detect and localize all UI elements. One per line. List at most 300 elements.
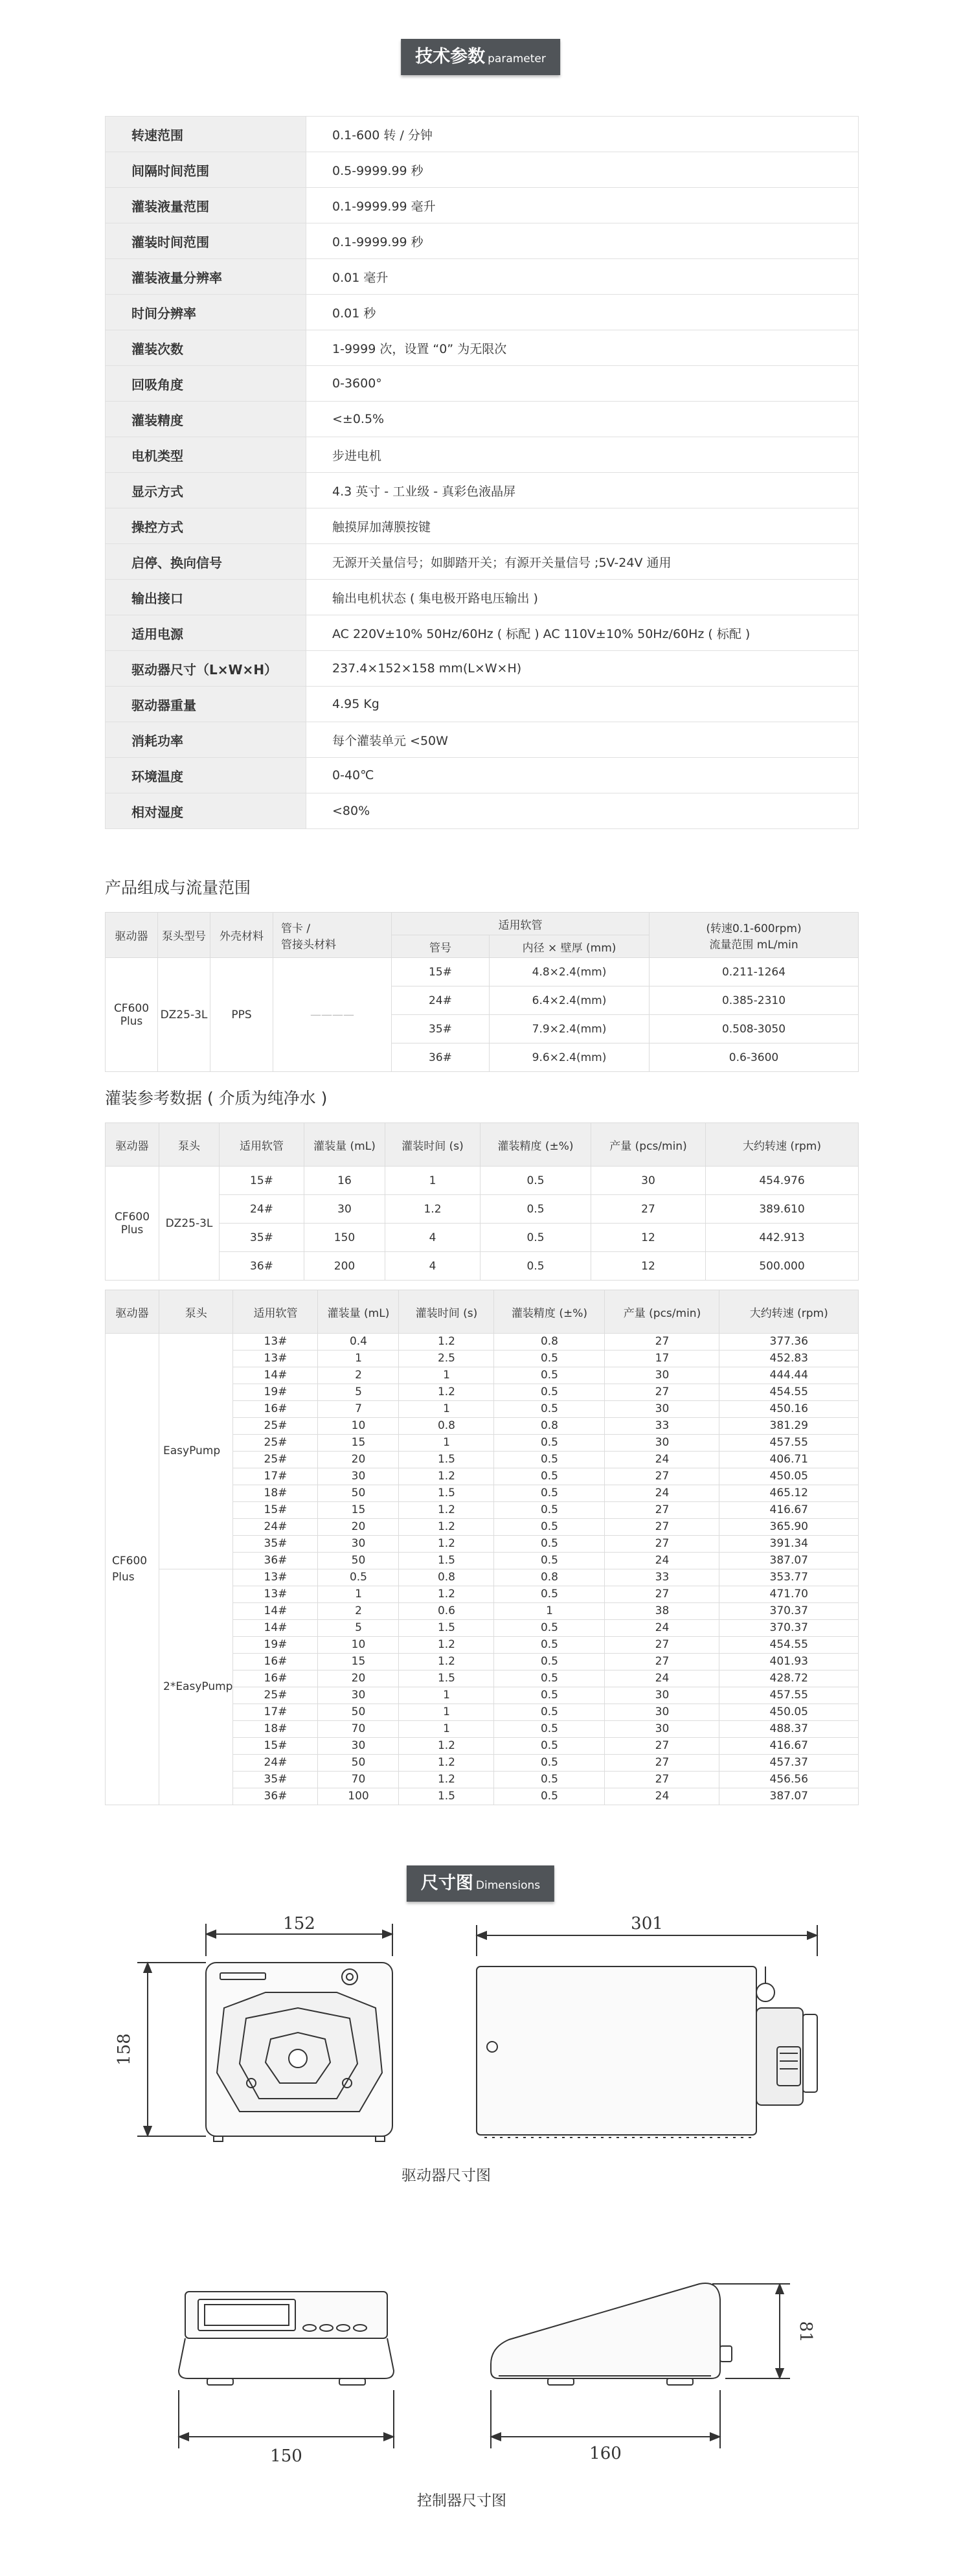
spec-row bbox=[106, 508, 859, 544]
spec-table bbox=[105, 116, 859, 829]
spec-value: 0-3600° bbox=[306, 366, 859, 402]
flow-cell: 0.211-1264 bbox=[650, 958, 859, 986]
vol-cell: 15 bbox=[318, 1654, 399, 1670]
drive-cell: CF600 Plus bbox=[106, 958, 158, 1072]
col-time: 灌装时间 (s) bbox=[385, 1123, 480, 1167]
rpm-cell: 401.93 bbox=[719, 1654, 859, 1670]
out-cell: 17 bbox=[605, 1351, 719, 1367]
filling-table-dz25 bbox=[105, 1123, 859, 1281]
out-cell: 24 bbox=[605, 1788, 719, 1805]
vol-cell: 5 bbox=[318, 1384, 399, 1401]
time-cell: 1.2 bbox=[399, 1586, 494, 1603]
rpm-cell: 450.05 bbox=[719, 1468, 859, 1485]
rpm-cell: 454.55 bbox=[719, 1637, 859, 1654]
out-cell: 27 bbox=[605, 1384, 719, 1401]
table-row bbox=[106, 1167, 859, 1195]
spec-key: 驱动器重量 bbox=[106, 687, 306, 722]
out-cell: 24 bbox=[605, 1452, 719, 1468]
tube-cell: 13# bbox=[233, 1569, 318, 1586]
spec-key: 灌装次数 bbox=[106, 330, 306, 366]
rpm-cell: 365.90 bbox=[719, 1519, 859, 1536]
spec-row bbox=[106, 402, 859, 437]
rpm-cell: 387.07 bbox=[719, 1788, 859, 1805]
out-cell: 30 bbox=[605, 1401, 719, 1418]
rpm-cell: 377.36 bbox=[719, 1334, 859, 1351]
out-cell: 30 bbox=[605, 1721, 719, 1738]
col-drive: 驱动器 bbox=[106, 913, 158, 958]
rpm-cell: 454.976 bbox=[706, 1167, 859, 1195]
time-cell: 1.2 bbox=[399, 1654, 494, 1670]
vol-cell: 7 bbox=[318, 1401, 399, 1418]
tube-cell: 15# bbox=[233, 1502, 318, 1519]
vol-cell: 30 bbox=[318, 1738, 399, 1755]
spec-row bbox=[106, 793, 859, 829]
spec-key: 输出接口 bbox=[106, 580, 306, 615]
flow-cell: 0.508-3050 bbox=[650, 1015, 859, 1043]
badge-title: 技术参数 bbox=[415, 47, 486, 67]
acc-cell: 0.5 bbox=[494, 1351, 605, 1367]
spec-row bbox=[106, 473, 859, 508]
col-tube: 适用软管 bbox=[233, 1290, 318, 1334]
col-output: 产量 (pcs/min) bbox=[605, 1290, 719, 1334]
out-cell: 27 bbox=[605, 1334, 719, 1351]
spec-key: 适用电源 bbox=[106, 615, 306, 651]
out-cell: 24 bbox=[605, 1485, 719, 1502]
spec-value: 0.1-600 转 / 分钟 bbox=[306, 117, 859, 152]
spec-key: 启停、换向信号 bbox=[106, 544, 306, 580]
time-cell: 1.5 bbox=[399, 1553, 494, 1569]
time-cell: 1.5 bbox=[399, 1485, 494, 1502]
table-row bbox=[106, 1569, 859, 1586]
spec-value: 4.95 Kg bbox=[306, 687, 859, 722]
spec-row bbox=[106, 188, 859, 223]
dim-driver-width: 152 bbox=[283, 1914, 315, 1933]
driver-front-view bbox=[137, 1924, 392, 2141]
dim-driver-height: 158 bbox=[115, 2033, 134, 2066]
tube-cell: 16# bbox=[233, 1401, 318, 1418]
spec-value: 无源开关量信号；如脚踏开关；有源开关量信号 ;5V-24V 通用 bbox=[306, 544, 859, 580]
acc-cell: 0.5 bbox=[480, 1167, 591, 1195]
tube-cell: 35# bbox=[233, 1536, 318, 1553]
spec-value: 0-40℃ bbox=[306, 758, 859, 793]
spec-key: 时间分辨率 bbox=[106, 295, 306, 330]
out-cell: 12 bbox=[591, 1252, 706, 1281]
rpm-cell: 452.83 bbox=[719, 1351, 859, 1367]
time-cell: 4 bbox=[385, 1224, 480, 1252]
spec-key: 灌装精度 bbox=[106, 402, 306, 437]
dim-controller-length: 160 bbox=[589, 2444, 622, 2463]
out-cell: 30 bbox=[605, 1704, 719, 1721]
acc-cell: 0.5 bbox=[494, 1452, 605, 1468]
out-cell: 33 bbox=[605, 1418, 719, 1435]
out-cell: 27 bbox=[605, 1586, 719, 1603]
acc-cell: 0.5 bbox=[494, 1553, 605, 1569]
out-cell: 27 bbox=[605, 1654, 719, 1670]
tube-cell: 25# bbox=[233, 1418, 318, 1435]
time-cell: 1 bbox=[399, 1687, 494, 1704]
vol-cell: 70 bbox=[318, 1772, 399, 1788]
vol-cell: 5 bbox=[318, 1620, 399, 1637]
acc-cell: 0.8 bbox=[494, 1569, 605, 1586]
spec-row bbox=[106, 366, 859, 402]
drive-cell: CF600 Plus bbox=[106, 1334, 159, 1805]
time-cell: 1.2 bbox=[399, 1502, 494, 1519]
col-accuracy: 灌装精度 (±%) bbox=[480, 1123, 591, 1167]
controller-side-view bbox=[491, 2283, 790, 2448]
controller-front-view bbox=[179, 2292, 394, 2448]
vol-cell: 200 bbox=[304, 1252, 385, 1281]
tube-cell: 25# bbox=[233, 1687, 318, 1704]
dim-driver-length: 301 bbox=[631, 1914, 663, 1933]
vol-cell: 0.5 bbox=[318, 1569, 399, 1586]
acc-cell: 0.8 bbox=[494, 1334, 605, 1351]
out-cell: 27 bbox=[605, 1755, 719, 1772]
dim-controller-height: 81 bbox=[796, 2321, 815, 2343]
col-rpm: 大约转速 (rpm) bbox=[706, 1123, 859, 1167]
tube-cell: 15# bbox=[220, 1167, 304, 1195]
badge-subtitle: parameter bbox=[488, 52, 546, 65]
out-cell: 27 bbox=[605, 1637, 719, 1654]
acc-cell: 0.5 bbox=[480, 1224, 591, 1252]
rpm-cell: 370.37 bbox=[719, 1603, 859, 1620]
tube-cell: 13# bbox=[233, 1586, 318, 1603]
time-cell: 1.2 bbox=[399, 1637, 494, 1654]
spec-row bbox=[106, 722, 859, 758]
time-cell: 1.2 bbox=[399, 1738, 494, 1755]
rpm-cell: 428.72 bbox=[719, 1670, 859, 1687]
spec-value: 触摸屏加薄膜按键 bbox=[306, 508, 859, 544]
rpm-cell: 450.16 bbox=[719, 1401, 859, 1418]
time-cell: 1.2 bbox=[385, 1195, 480, 1224]
acc-cell: 0.5 bbox=[494, 1384, 605, 1401]
filling-heading: 灌装参考数据 ( 介质为纯净水 ) bbox=[105, 1089, 328, 1108]
out-cell: 30 bbox=[591, 1167, 706, 1195]
spec-value: AC 220V±10% 50Hz/60Hz ( 标配 ) AC 110V±10% 50Hz/60Hz ( 标配 ) bbox=[306, 615, 859, 651]
badge-title: 尺寸图 bbox=[420, 1873, 473, 1893]
tube-cell: 15# bbox=[233, 1738, 318, 1755]
col-time: 灌装时间 (s) bbox=[399, 1290, 494, 1334]
shell-cell: PPS bbox=[210, 958, 273, 1072]
rpm-cell: 416.67 bbox=[719, 1738, 859, 1755]
rpm-cell: 391.34 bbox=[719, 1536, 859, 1553]
rpm-cell: 406.71 bbox=[719, 1452, 859, 1468]
tube-cell: 18# bbox=[233, 1485, 318, 1502]
rpm-cell: 471.70 bbox=[719, 1586, 859, 1603]
tube-cell: 35# bbox=[220, 1224, 304, 1252]
col-tube: 适用软管 bbox=[220, 1123, 304, 1167]
spec-value: <80% bbox=[306, 793, 859, 829]
spec-key: 间隔时间范围 bbox=[106, 152, 306, 188]
spec-row bbox=[106, 117, 859, 152]
vol-cell: 50 bbox=[318, 1553, 399, 1569]
head-cell: DZ25-3L bbox=[159, 1167, 220, 1281]
vol-cell: 50 bbox=[318, 1704, 399, 1721]
spec-value: 0.5-9999.99 秒 bbox=[306, 152, 859, 188]
col-head: 泵头 bbox=[159, 1290, 233, 1334]
acc-cell: 0.5 bbox=[494, 1502, 605, 1519]
vol-cell: 0.4 bbox=[318, 1334, 399, 1351]
tube-cell: 24# bbox=[220, 1195, 304, 1224]
rpm-cell: 457.55 bbox=[719, 1687, 859, 1704]
acc-cell: 0.5 bbox=[480, 1195, 591, 1224]
col-volume: 灌装量 (mL) bbox=[318, 1290, 399, 1334]
time-cell: 1 bbox=[399, 1435, 494, 1452]
rpm-cell: 454.55 bbox=[719, 1384, 859, 1401]
head-cell: EasyPump bbox=[159, 1334, 233, 1569]
acc-cell: 0.5 bbox=[494, 1670, 605, 1687]
driver-side-view bbox=[477, 1925, 817, 2137]
tube-cell: 14# bbox=[233, 1603, 318, 1620]
tube-cell: 25# bbox=[233, 1452, 318, 1468]
tube-cell: 19# bbox=[233, 1384, 318, 1401]
spec-row bbox=[106, 437, 859, 473]
vol-cell: 30 bbox=[318, 1468, 399, 1485]
tube-cell: 36# bbox=[233, 1788, 318, 1805]
col-head: 泵头 bbox=[159, 1123, 220, 1167]
spec-key: 操控方式 bbox=[106, 508, 306, 544]
time-cell: 0.8 bbox=[399, 1418, 494, 1435]
spec-row bbox=[106, 544, 859, 580]
controller-caption: 控制器尺寸图 bbox=[417, 2492, 506, 2509]
tube-cell: 17# bbox=[233, 1468, 318, 1485]
spec-key: 转速范围 bbox=[106, 117, 306, 152]
filling-table-easypump bbox=[105, 1290, 859, 1805]
acc-cell: 0.5 bbox=[494, 1788, 605, 1805]
tube-no-cell: 15# bbox=[392, 958, 490, 986]
col-volume: 灌装量 (mL) bbox=[304, 1123, 385, 1167]
col-tube-no: 管号 bbox=[392, 935, 490, 958]
acc-cell: 0.5 bbox=[494, 1687, 605, 1704]
tube-cell: 16# bbox=[233, 1654, 318, 1670]
spec-value: 4.3 英寸 - 工业级 - 真彩色液晶屏 bbox=[306, 473, 859, 508]
spec-row bbox=[106, 687, 859, 722]
tube-cell: 14# bbox=[233, 1620, 318, 1637]
tube-cell: 14# bbox=[233, 1367, 318, 1384]
rpm-cell: 444.44 bbox=[719, 1367, 859, 1384]
composition-table bbox=[105, 912, 859, 1072]
acc-cell: 0.5 bbox=[494, 1536, 605, 1553]
time-cell: 1 bbox=[399, 1721, 494, 1738]
spec-key: 驱动器尺寸（L×W×H） bbox=[106, 651, 306, 687]
out-cell: 27 bbox=[605, 1536, 719, 1553]
tube-cell: 36# bbox=[233, 1553, 318, 1569]
vol-cell: 20 bbox=[318, 1670, 399, 1687]
tube-cell: 24# bbox=[233, 1519, 318, 1536]
vol-cell: 70 bbox=[318, 1721, 399, 1738]
table-row bbox=[106, 1334, 859, 1351]
rpm-cell: 416.67 bbox=[719, 1502, 859, 1519]
vol-cell: 15 bbox=[318, 1502, 399, 1519]
col-output: 产量 (pcs/min) bbox=[591, 1123, 706, 1167]
spec-value: 1-9999 次，设置 “0” 为无限次 bbox=[306, 330, 859, 366]
rpm-cell: 457.37 bbox=[719, 1755, 859, 1772]
time-cell: 1.2 bbox=[399, 1519, 494, 1536]
rpm-cell: 442.913 bbox=[706, 1224, 859, 1252]
tube-dim-cell: 9.6×2.4(mm) bbox=[490, 1043, 650, 1072]
out-cell: 27 bbox=[605, 1502, 719, 1519]
col-tube: 适用软管 bbox=[392, 913, 650, 935]
dim-controller-width: 150 bbox=[270, 2446, 302, 2466]
out-cell: 38 bbox=[605, 1603, 719, 1620]
section-badge-parameter bbox=[401, 39, 560, 75]
vol-cell: 2 bbox=[318, 1603, 399, 1620]
composition-heading: 产品组成与流量范围 bbox=[105, 878, 251, 897]
spec-key: 灌装液量分辨率 bbox=[106, 259, 306, 295]
vol-cell: 100 bbox=[318, 1788, 399, 1805]
spec-row bbox=[106, 651, 859, 687]
col-drive: 驱动器 bbox=[106, 1123, 159, 1167]
rpm-cell: 465.12 bbox=[719, 1485, 859, 1502]
table-row bbox=[106, 958, 859, 986]
vol-cell: 30 bbox=[318, 1687, 399, 1704]
vol-cell: 1 bbox=[318, 1586, 399, 1603]
out-cell: 24 bbox=[605, 1553, 719, 1569]
vol-cell: 20 bbox=[318, 1452, 399, 1468]
spec-row bbox=[106, 758, 859, 793]
out-cell: 12 bbox=[591, 1224, 706, 1252]
acc-cell: 0.5 bbox=[494, 1738, 605, 1755]
acc-cell: 0.5 bbox=[494, 1654, 605, 1670]
spec-key: 环境温度 bbox=[106, 758, 306, 793]
out-cell: 33 bbox=[605, 1569, 719, 1586]
flow-cell: 0.385-2310 bbox=[650, 986, 859, 1015]
clip-cell: ———— bbox=[273, 958, 392, 1072]
tube-cell: 35# bbox=[233, 1772, 318, 1788]
out-cell: 27 bbox=[605, 1772, 719, 1788]
spec-row bbox=[106, 615, 859, 651]
acc-cell: 1 bbox=[494, 1603, 605, 1620]
out-cell: 27 bbox=[591, 1195, 706, 1224]
vol-cell: 2 bbox=[318, 1367, 399, 1384]
rpm-cell: 456.56 bbox=[719, 1772, 859, 1788]
spec-value: 0.1-9999.99 毫升 bbox=[306, 188, 859, 223]
rpm-cell: 387.07 bbox=[719, 1553, 859, 1569]
tube-cell: 13# bbox=[233, 1351, 318, 1367]
time-cell: 0.8 bbox=[399, 1569, 494, 1586]
time-cell: 1.5 bbox=[399, 1452, 494, 1468]
col-drive: 驱动器 bbox=[106, 1290, 159, 1334]
col-flow: (转速0.1-600rpm) 流量范围 mL/min bbox=[650, 913, 859, 958]
time-cell: 2.5 bbox=[399, 1351, 494, 1367]
vol-cell: 150 bbox=[304, 1224, 385, 1252]
acc-cell: 0.5 bbox=[494, 1586, 605, 1603]
spec-value: <±0.5% bbox=[306, 402, 859, 437]
time-cell: 1 bbox=[399, 1367, 494, 1384]
spec-key: 电机类型 bbox=[106, 437, 306, 473]
rpm-cell: 488.37 bbox=[719, 1721, 859, 1738]
out-cell: 27 bbox=[605, 1519, 719, 1536]
acc-cell: 0.5 bbox=[494, 1721, 605, 1738]
acc-cell: 0.5 bbox=[494, 1367, 605, 1384]
acc-cell: 0.5 bbox=[494, 1468, 605, 1485]
spec-value: 237.4×152×158 mm(L×W×H) bbox=[306, 651, 859, 687]
spec-value: 0.01 毫升 bbox=[306, 259, 859, 295]
acc-cell: 0.5 bbox=[494, 1435, 605, 1452]
tube-dim-cell: 6.4×2.4(mm) bbox=[490, 986, 650, 1015]
acc-cell: 0.5 bbox=[494, 1704, 605, 1721]
spec-row bbox=[106, 330, 859, 366]
rpm-cell: 353.77 bbox=[719, 1569, 859, 1586]
rpm-cell: 381.29 bbox=[719, 1418, 859, 1435]
time-cell: 1.5 bbox=[399, 1620, 494, 1637]
tube-cell: 25# bbox=[233, 1435, 318, 1452]
time-cell: 1.2 bbox=[399, 1384, 494, 1401]
time-cell: 1.2 bbox=[399, 1772, 494, 1788]
spec-key: 回吸角度 bbox=[106, 366, 306, 402]
spec-key: 灌装时间范围 bbox=[106, 223, 306, 259]
time-cell: 1.2 bbox=[399, 1334, 494, 1351]
time-cell: 4 bbox=[385, 1252, 480, 1281]
head-cell: 2*EasyPump bbox=[159, 1569, 233, 1805]
vol-cell: 10 bbox=[318, 1418, 399, 1435]
vol-cell: 30 bbox=[318, 1536, 399, 1553]
spec-row bbox=[106, 580, 859, 615]
tube-no-cell: 36# bbox=[392, 1043, 490, 1072]
tube-cell: 19# bbox=[233, 1637, 318, 1654]
spec-value: 步进电机 bbox=[306, 437, 859, 473]
time-cell: 1.5 bbox=[399, 1788, 494, 1805]
vol-cell: 10 bbox=[318, 1637, 399, 1654]
col-rpm: 大约转速 (rpm) bbox=[719, 1290, 859, 1334]
time-cell: 1 bbox=[385, 1167, 480, 1195]
rpm-cell: 450.05 bbox=[719, 1704, 859, 1721]
tube-cell: 17# bbox=[233, 1704, 318, 1721]
tube-cell: 36# bbox=[220, 1252, 304, 1281]
acc-cell: 0.5 bbox=[494, 1620, 605, 1637]
vol-cell: 50 bbox=[318, 1755, 399, 1772]
acc-cell: 0.5 bbox=[494, 1401, 605, 1418]
out-cell: 30 bbox=[605, 1367, 719, 1384]
out-cell: 27 bbox=[605, 1738, 719, 1755]
spec-value: 0.01 秒 bbox=[306, 295, 859, 330]
col-accuracy: 灌装精度 (±%) bbox=[494, 1290, 605, 1334]
tube-no-cell: 35# bbox=[392, 1015, 490, 1043]
tube-cell: 16# bbox=[233, 1670, 318, 1687]
time-cell: 1.5 bbox=[399, 1670, 494, 1687]
spec-key: 显示方式 bbox=[106, 473, 306, 508]
acc-cell: 0.5 bbox=[494, 1519, 605, 1536]
out-cell: 24 bbox=[605, 1670, 719, 1687]
col-tube-dim: 内径 × 壁厚 (mm) bbox=[490, 935, 650, 958]
time-cell: 1 bbox=[399, 1401, 494, 1418]
rpm-cell: 389.610 bbox=[706, 1195, 859, 1224]
dimension-drawings bbox=[0, 1852, 961, 2576]
acc-cell: 0.5 bbox=[494, 1755, 605, 1772]
out-cell: 24 bbox=[605, 1620, 719, 1637]
col-clip: 管卡 / 管接头材料 bbox=[273, 913, 392, 958]
vol-cell: 1 bbox=[318, 1351, 399, 1367]
flow-cell: 0.6-3600 bbox=[650, 1043, 859, 1072]
col-head: 泵头型号 bbox=[158, 913, 210, 958]
spec-row bbox=[106, 259, 859, 295]
spec-value: 输出电机状态 ( 集电极开路电压输出 ) bbox=[306, 580, 859, 615]
time-cell: 0.6 bbox=[399, 1603, 494, 1620]
time-cell: 1.2 bbox=[399, 1755, 494, 1772]
badge-subtitle: Dimensions bbox=[475, 1879, 541, 1892]
tube-cell: 24# bbox=[233, 1755, 318, 1772]
spec-row bbox=[106, 152, 859, 188]
vol-cell: 16 bbox=[304, 1167, 385, 1195]
spec-key: 消耗功率 bbox=[106, 722, 306, 758]
tube-cell: 13# bbox=[233, 1334, 318, 1351]
drive-cell: CF600 Plus bbox=[106, 1167, 159, 1281]
vol-cell: 20 bbox=[318, 1519, 399, 1536]
acc-cell: 0.5 bbox=[494, 1772, 605, 1788]
out-cell: 27 bbox=[605, 1468, 719, 1485]
spec-row bbox=[106, 295, 859, 330]
vol-cell: 50 bbox=[318, 1485, 399, 1502]
out-cell: 30 bbox=[605, 1687, 719, 1704]
